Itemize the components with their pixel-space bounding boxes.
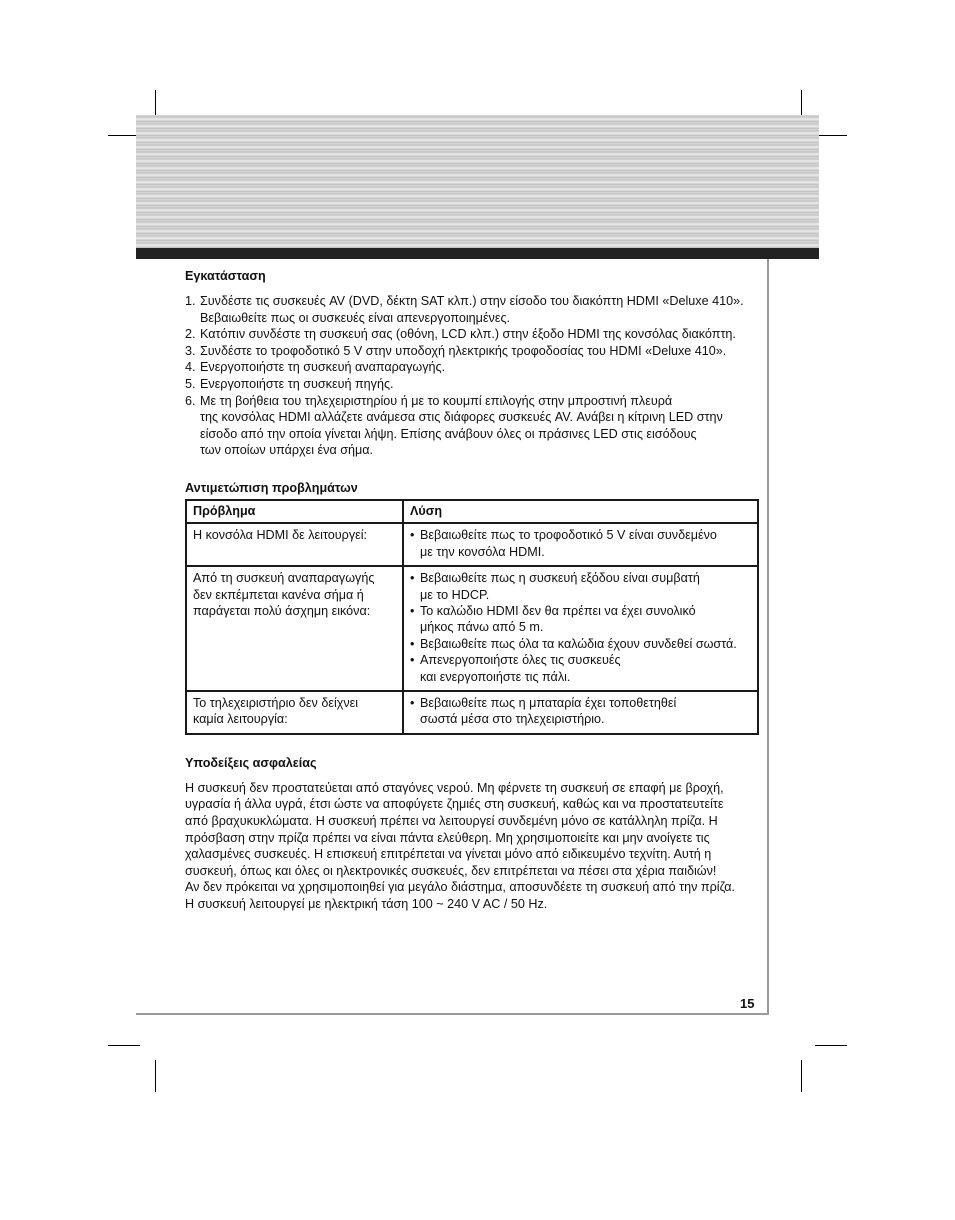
problem-cell <box>186 691 403 734</box>
safety-text-line: Η συσκευή λειτουργεί με ηλεκτρική τάση 100 ~ 240 V AC / 50 Hz. <box>185 896 548 911</box>
solution-item <box>410 652 751 685</box>
problem-text-line: Από τη συσκευή αναπαραγωγής <box>193 571 375 586</box>
solution-item <box>410 570 751 603</box>
installation-heading: Εγκατάσταση <box>185 269 266 283</box>
table-row <box>186 523 758 566</box>
safety-heading: Υποδείξεις ασφαλείας <box>185 755 317 770</box>
problem-cell <box>186 523 403 566</box>
installation-steps <box>185 293 760 459</box>
solution-text-line: Απενεργοποιήστε όλες τις συσκευές <box>420 653 621 668</box>
step-text-line: Συνδέστε τις συσκευές AV (DVD, δέκτη SAT κλπ.) στην είσοδο του διακόπτη HDMI «Deluxe 410». <box>200 294 744 308</box>
troubleshooting-section <box>185 480 760 735</box>
crop-mark <box>108 135 138 136</box>
bullet-icon: • <box>410 528 415 543</box>
step-number: 2. <box>185 327 196 342</box>
step-text-line: Συνδέστε το τροφοδοτικό 5 V στην υποδοχή ηλεκτρικής τροφοδοσίας του HDMI «Deluxe 410». <box>200 343 727 358</box>
crop-mark <box>108 1045 140 1046</box>
safety-text-line: πρόσβαση στην πρίζα πρέπει να είναι πάντα ελεύθερη. Μη χρησιμοποιείτε και μην ανοίγετε τις <box>185 830 710 845</box>
crop-mark <box>155 1060 156 1092</box>
solution-cell <box>403 691 758 734</box>
safety-section <box>185 755 760 913</box>
solution-item <box>410 527 751 560</box>
solution-text-line: σωστά μέσα στο τηλεχειριστήριο. <box>420 712 605 727</box>
installation-step <box>185 343 760 360</box>
step-number: 3. <box>185 343 196 358</box>
bullet-icon: • <box>410 696 415 710</box>
step-text-line: Κατόπιν συνδέστε τη συσκευή σας (οθόνη, LCD κλπ.) στην έξοδο HDMI της κονσόλας διακόπτη. <box>200 327 736 342</box>
solution-text-line: Βεβαιωθείτε πως το τροφοδοτικό 5 V είναι συνδεμένο <box>420 528 717 543</box>
problem-cell <box>186 566 403 691</box>
bullet-icon: • <box>410 636 415 651</box>
installation-step <box>185 376 760 393</box>
solution-text-line: και ενεργοποιήστε τις πάλι. <box>420 669 571 684</box>
installation-step <box>185 393 760 459</box>
crop-mark <box>801 1060 802 1092</box>
bullet-icon: • <box>410 653 415 668</box>
step-text-line: Ενεργοποιήστε τη συσκευή πηγής. <box>200 376 394 391</box>
solution-item <box>410 636 751 652</box>
step-text-line: Με τη βοήθεια του τηλεχειριστηρίου ή με το κουμπί επιλογής στην μπροστινή πλευρά <box>200 393 673 408</box>
crop-mark <box>817 135 847 136</box>
problem-text-line: παράγεται πολύ άσχημη εικόνα: <box>193 603 371 618</box>
step-number: 6. <box>185 393 196 408</box>
table-header-row <box>186 500 758 523</box>
crop-mark <box>815 1045 847 1046</box>
step-text-line: της κονσόλας HDMI αλλάζετε ανάμεσα στις διάφορες συσκευές AV. Ανάβει η κίτρινη LED στην <box>200 410 723 425</box>
step-text-line: Βεβαιωθείτε πως οι συσκευές είναι απενεργοποιημένες. <box>200 310 511 325</box>
page-content <box>185 268 760 913</box>
installation-step <box>185 293 760 326</box>
header-band <box>136 115 819 248</box>
safety-text-line: συσκευή, όπως και όλες οι ηλεκτρονικές συσκευές, δεν επιτρέπεται να πέσει στα χέρια παιδιών! <box>185 863 717 878</box>
page-number: 15 <box>740 996 755 1011</box>
installation-step <box>185 326 760 343</box>
solution-text-line: Βεβαιωθείτε πως η συσκευή εξόδου είναι συμβατή <box>420 571 700 586</box>
solution-text-line: Βεβαιωθείτε πως η μπαταρία έχει τοποθετηθεί <box>420 696 677 710</box>
safety-text <box>185 780 760 913</box>
table-row <box>186 691 758 734</box>
solution-text-line: μήκος πάνω από 5 m. <box>420 620 544 635</box>
bullet-icon: • <box>410 571 415 586</box>
solution-item <box>410 695 751 728</box>
safety-text-line: από βραχυκυκλώματα. Η συσκευή πρέπει να λειτουργεί συνδεμένη μόνο σε κατάλληλη πρίζα. Η <box>185 814 718 828</box>
solution-cell <box>403 523 758 566</box>
step-text-line: είσοδο από την οποία γίνεται λήψη. Επίσης ανάβουν όλες οι πράσινες LED στις εισόδους <box>200 426 697 441</box>
solution-cell <box>403 566 758 691</box>
bullet-icon: • <box>410 603 415 618</box>
problem-text-line: Η κονσόλα HDMI δε λειτουργεί: <box>193 528 368 543</box>
step-number: 4. <box>185 360 196 375</box>
troubleshooting-heading: Αντιμετώπιση προβλημάτων <box>185 480 358 495</box>
page-bottom-rule <box>136 1013 769 1015</box>
step-number: 5. <box>185 376 196 391</box>
step-text-line: Ενεργοποιήστε τη συσκευή αναπαραγωγής. <box>200 360 446 375</box>
header-bar <box>136 248 819 259</box>
safety-text-line: Αν δεν πρόκειται να χρησιμοποιηθεί για μεγάλο διάστημα, αποσυνδέετε τη συσκευή από την πρίζα. <box>185 880 736 895</box>
safety-text-line: υγρασία ή άλλα υγρά, έτσι ώστε να αποφύγετε ζημιές στη συσκευή, καθώς και να προστατευτείτε <box>185 797 724 812</box>
problem-text-line: Το τηλεχειριστήριο δεν δείχνει <box>193 696 359 710</box>
table-row <box>186 566 758 691</box>
safety-text-line: χαλασμένες συσκευές. Η επισκευή επιτρέπεται να γίνεται μόνο από ειδικευμένο τεχνίτη. Αυτή η <box>185 847 712 862</box>
column-header-problem: Πρόβλημα <box>186 500 403 523</box>
solution-text-line: Το καλώδιο HDMI δεν θα πρέπει να έχει συνολικό <box>420 603 696 618</box>
safety-text-line: Η συσκευή δεν προστατεύεται από σταγόνες νερού. Μη φέρνετε τη συσκευή σε επαφή με βροχή, <box>185 780 724 795</box>
solution-item <box>410 603 751 636</box>
solution-text-line: με την κονσόλα HDMI. <box>420 544 545 559</box>
page-right-rule <box>767 259 769 1014</box>
column-header-solution: Λύση <box>403 500 758 523</box>
problem-text-line: δεν εκπέμπεται κανένα σήμα ή <box>193 587 364 602</box>
step-number: 1. <box>185 294 196 308</box>
step-text-line: των οποίων υπάρχει ένα σήμα. <box>200 443 374 458</box>
solution-text-line: με το HDCP. <box>420 587 490 602</box>
troubleshooting-table <box>185 499 759 735</box>
solution-text-line: Βεβαιωθείτε πως όλα τα καλώδια έχουν συνδεθεί σωστά. <box>420 636 737 651</box>
problem-text-line: καμία λειτουργία: <box>193 712 288 727</box>
installation-step <box>185 359 760 376</box>
